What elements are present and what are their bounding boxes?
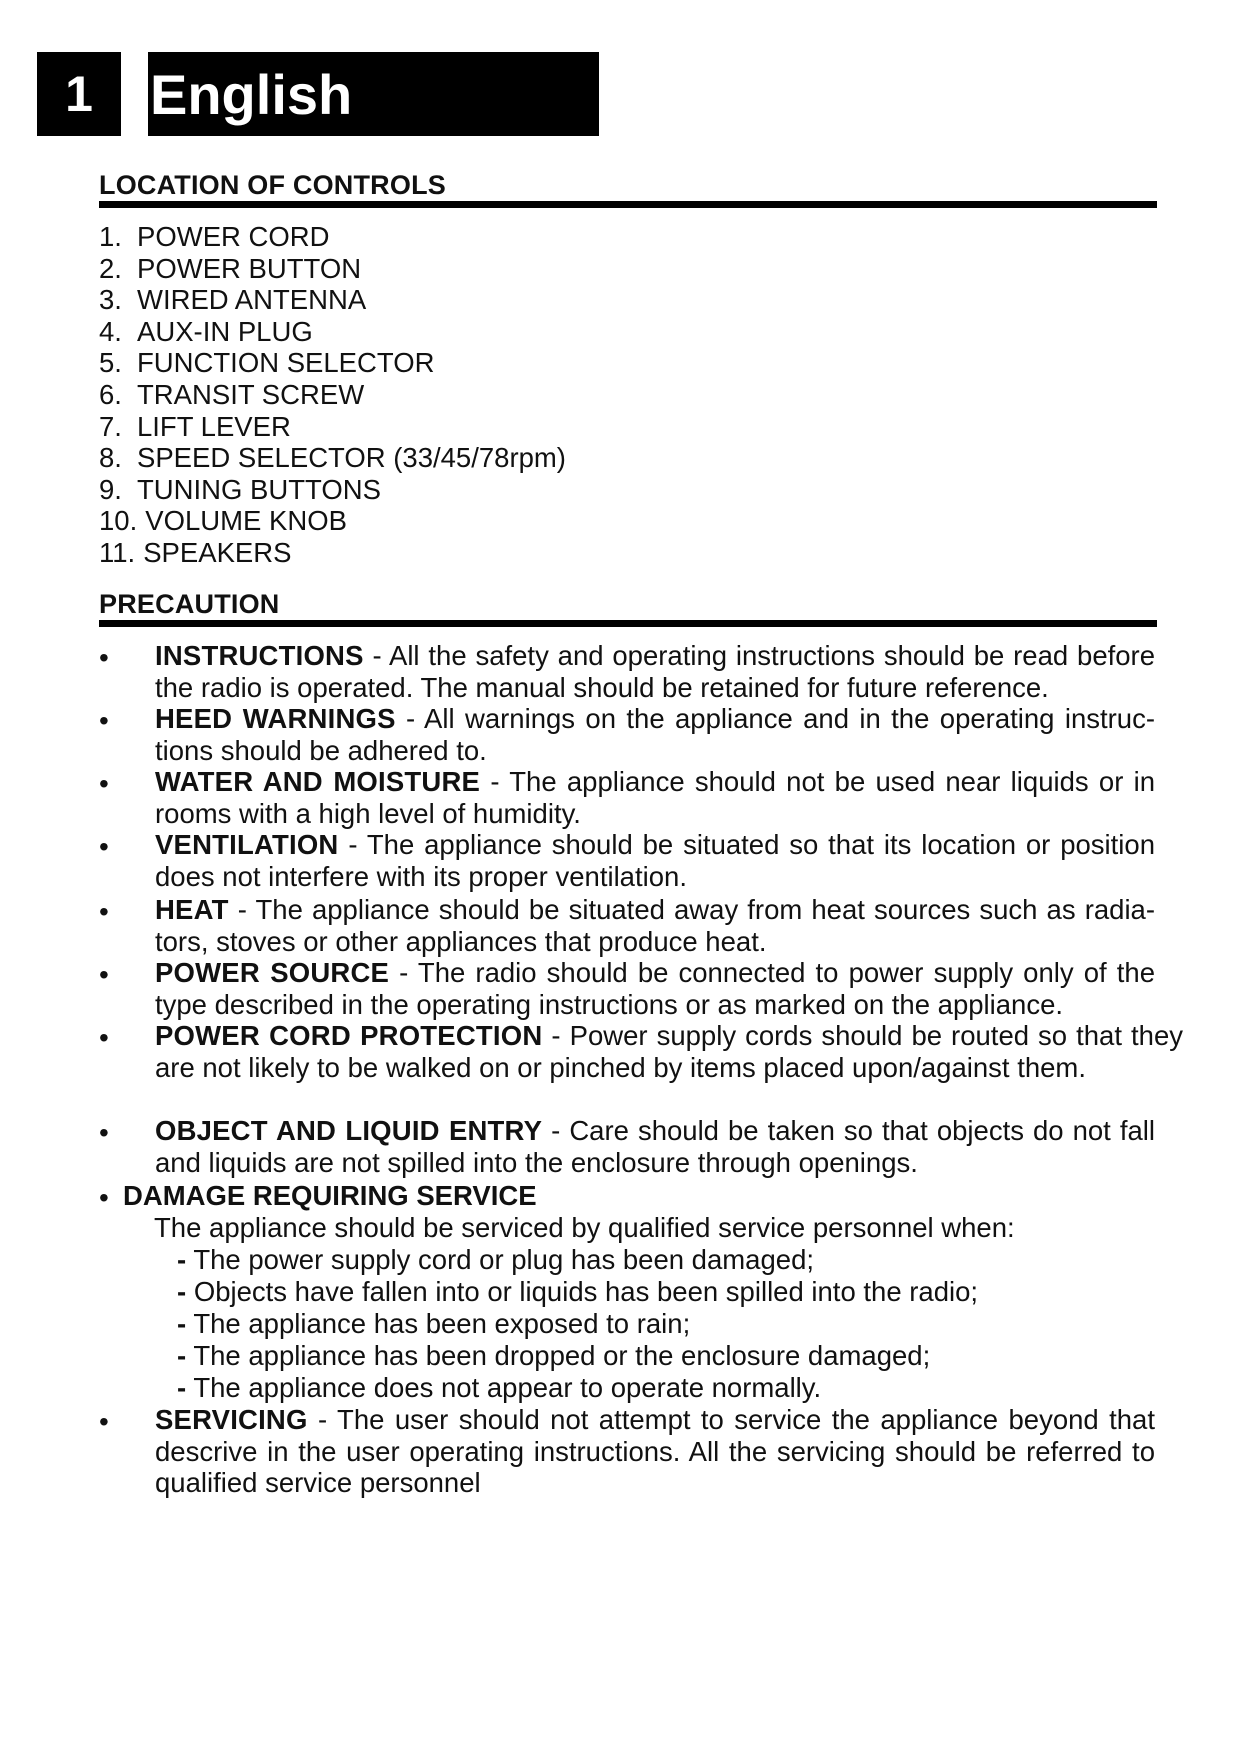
precaution-text: WATER AND MOISTURE - The appliance should not be used near liquids or in rooms with a high level of humidity. [155, 766, 1156, 829]
list-item: 2. POWER BUTTON [99, 252, 362, 284]
damage-condition: - The appliance has been exposed to rain; [177, 1308, 691, 1339]
damage-condition: - The appliance does not appear to operate normally. [177, 1372, 822, 1403]
section-divider [99, 201, 1157, 208]
bullet: • [99, 642, 109, 673]
bullet: • [99, 705, 109, 736]
list-item: 9. TUNING BUTTONS [99, 473, 381, 505]
bullet: • [99, 831, 109, 862]
bullet: • [99, 959, 109, 990]
damage-condition: - Objects have fallen into or liquids has been spilled into the radio; [177, 1276, 979, 1307]
bullet: • [99, 1182, 109, 1213]
bullet: • [99, 1022, 109, 1053]
damage-condition: - The appliance has been dropped or the enclosure damaged; [177, 1340, 931, 1371]
damage-intro: The appliance should be serviced by qualified service personnel when: [154, 1212, 1015, 1243]
section-divider [99, 620, 1157, 627]
precaution-text: SERVICING - The user should not attempt to service the appliance beyond that descrive in the user operating instructions. All the servicing should be referred to qualified service personnel [155, 1404, 1155, 1499]
bullet: • [99, 896, 109, 927]
bullet: • [99, 1406, 109, 1437]
location-of-controls-heading: LOCATION OF CONTROLS [99, 170, 446, 200]
bullet: • [99, 768, 109, 799]
precaution-text: HEED WARNINGS - All warnings on the appliance and in the operating instruc-tions should be adhered to. [155, 703, 1155, 766]
bullet: • [99, 1117, 109, 1148]
language-title: English [148, 52, 599, 136]
list-item: 1. POWER CORD [99, 221, 330, 252]
list-item: 4. AUX-IN PLUG [99, 315, 313, 347]
precaution-text: POWER SOURCE - The radio should be connected to power supply only of the type described in the operating instructions or as marked on the appliance. [155, 957, 1155, 1020]
precaution-text: HEAT - The appliance should be situated away from heat sources such as radia-tors, stoves or other appliances that produce heat. [155, 894, 1155, 957]
list-item: 7. LIFT LEVER [99, 410, 291, 442]
precaution-text: POWER CORD PROTECTION - Power supply cords should be routed so that they are not likely to be walked on or pinched by items placed upon/against them. [155, 1020, 1183, 1083]
page-number-badge: 1 [37, 52, 121, 136]
list-item: 10. VOLUME KNOB [99, 505, 347, 537]
list-item: 5. FUNCTION SELECTOR [99, 347, 435, 379]
precaution-heading: PRECAUTION [99, 589, 280, 619]
list-item: 6. TRANSIT SCREW [99, 378, 365, 410]
list-item: 3. WIRED ANTENNA [99, 284, 367, 316]
list-item: 8. SPEED SELECTOR (33/45/78rpm) [99, 442, 566, 474]
precaution-text: OBJECT AND LIQUID ENTRY - Care should be taken so that objects do not fall and liquids are not spilled into the enclosure through openings. [155, 1115, 1155, 1178]
damage-title: DAMAGE REQUIRING SERVICE [123, 1180, 537, 1211]
precaution-text: VENTILATION - The appliance should be situated so that its location or position does not interfere with its proper ventilation. [155, 829, 1155, 892]
list-item: 11. SPEAKERS [99, 536, 292, 568]
precaution-text: INSTRUCTIONS - All the safety and operating instructions should be read before the radio is operated. The manual should be retained for future reference. [155, 640, 1155, 703]
damage-condition: - The power supply cord or plug has been damaged; [177, 1244, 814, 1275]
controls-list [99, 221, 566, 569]
